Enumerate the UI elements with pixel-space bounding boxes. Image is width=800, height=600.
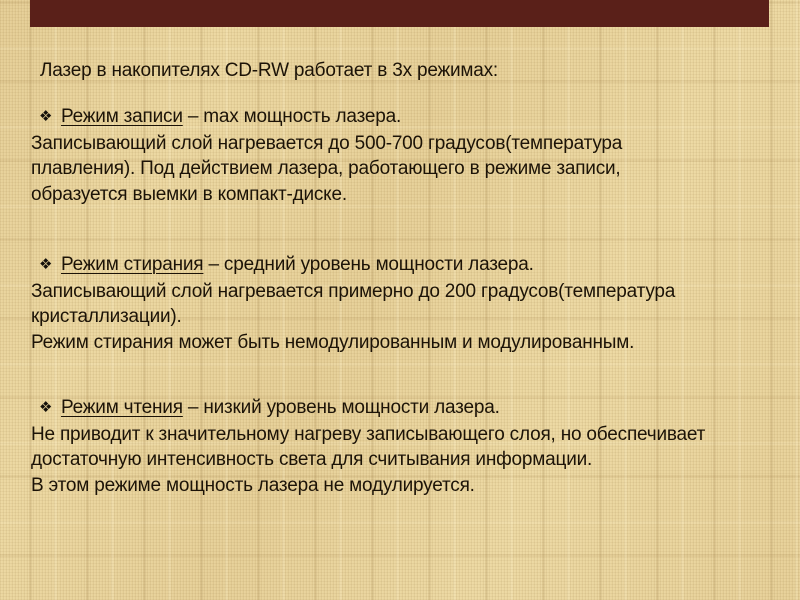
bullet-text-line: Записывающий слой нагревается до 500-700 градусов(температура [31, 132, 623, 154]
bullet-heading-rest: – max мощность лазера. [182, 106, 402, 127]
bullet-text-line: Записывающий слой нагревается примерно до 200 градусов(температура [31, 280, 676, 302]
bullet-heading-rest: – средний уровень мощности лазера. [203, 254, 534, 275]
bullet-text-line: плавления). Под действием лазера, работающего в режиме записи, [31, 158, 621, 179]
bullet-heading: Режим чтения [61, 397, 183, 418]
diamond-bullet-icon: ❖ [39, 255, 53, 273]
bullet-item-write-mode [31, 104, 793, 207]
bullet-text-line: образуется выемки в компакт-диске. [31, 183, 347, 205]
diamond-bullet-icon: ❖ [39, 398, 53, 416]
bullet-heading-line [31, 395, 793, 422]
bullet-text-line: кристаллизации). [31, 306, 182, 327]
bullet-heading: Режим стирания [61, 254, 204, 275]
bullet-text-line: В этом режиме мощность лазера не модулируется. [31, 474, 475, 496]
bullet-heading-line [31, 104, 793, 131]
diamond-bullet-icon: ❖ [39, 107, 53, 125]
top-accent-bar [30, 0, 769, 27]
bullet-heading: Режим записи [61, 106, 183, 127]
slide-title: Лазер в накопителях CD-RW работает в 3х режимах: [40, 60, 499, 81]
bullet-text-line: Не приводит к значительному нагреву записывающего слоя, но обеспечивает [31, 423, 706, 445]
bullet-item-read-mode [31, 395, 793, 498]
bullet-text-line: Режим стирания может быть немодулированным и модулированным. [31, 331, 635, 353]
bullet-text-line: достаточную интенсивность света для считывания информации. [31, 449, 593, 470]
bullet-item-erase-mode [31, 252, 793, 355]
bullet-heading-rest: – низкий уровень мощности лазера. [182, 397, 500, 418]
bullet-heading-line [31, 252, 793, 279]
